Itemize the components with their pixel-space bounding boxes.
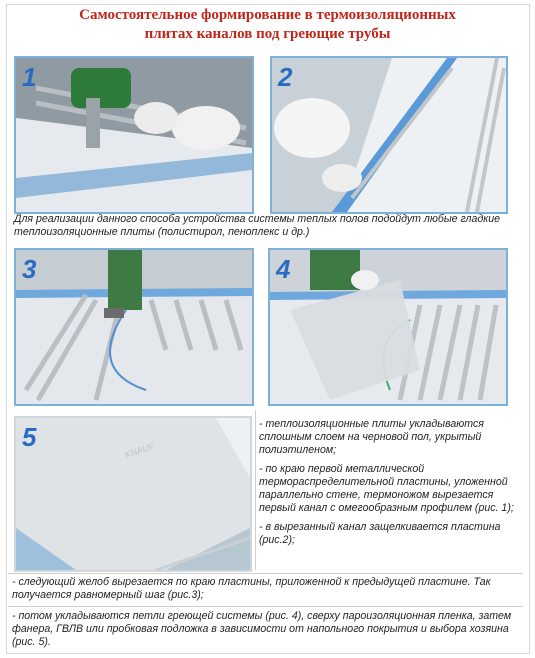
- photo-number-4: 4: [276, 254, 291, 284]
- caption-step-4: - следующий желоб вырезается по краю пластины, приложенной к предыдущей пластине. Так получается равномерный шаг (рис.3);: [12, 576, 491, 601]
- divider-1: [8, 573, 523, 574]
- intro-caption: Для реализации данного способа устройства системы теплых полов подойдут любые гладкие теплоизоляционные плиты (полистирол, пеноплекс и др.): [14, 213, 501, 238]
- photo-number-3: 3: [22, 254, 37, 284]
- photo-step-2: [270, 56, 508, 214]
- title-line-2: плитах каналов под греющие трубы: [144, 26, 391, 42]
- photo-number-5: 5: [22, 422, 37, 452]
- svg-text:KNAUF: KNAUF: [123, 440, 156, 460]
- photo-1-illustration: [16, 58, 252, 212]
- photo-number-2: 2: [278, 62, 293, 92]
- photo-step-1: [14, 56, 254, 214]
- photo-step-4: [268, 248, 508, 406]
- caption-step-5: - потом укладываются петли греющей системы (рис. 4), сверху пароизоляционная пленка, затем фанера, ГВЛВ или пробковая подложка в зависимости от напольного покрытия и выбора хозяина (рис. 5).: [12, 610, 512, 648]
- side-captions: [259, 418, 521, 553]
- divider-2: [8, 606, 523, 607]
- title-line-1: Самостоятельное формирование в термоизоляционных: [79, 7, 456, 23]
- page-title: [0, 6, 535, 44]
- caption-step-3: - в вырезанный канал защелкивается пластина (рис.2);: [259, 521, 501, 546]
- photo-step-3: [14, 248, 254, 406]
- photo-number-1: 1: [22, 62, 37, 92]
- photo-2-illustration: [272, 58, 506, 212]
- photo-step-5: [14, 416, 252, 572]
- photo-3-illustration: [16, 250, 252, 404]
- photo-5-illustration: [16, 418, 250, 570]
- caption-step-2: - по краю первой металлической термораспределительной пластины, уложенной параллельно стене, термоножом вырезается первый канал с омегообразным профилем (рис. 1);: [259, 463, 514, 514]
- photo-4-illustration: [270, 250, 506, 404]
- column-divider: [255, 410, 256, 570]
- caption-step-1: - теплоизоляционные плиты укладываются сплошным слоем на черновой пол, укрытый полиэтиленом;: [259, 418, 484, 456]
